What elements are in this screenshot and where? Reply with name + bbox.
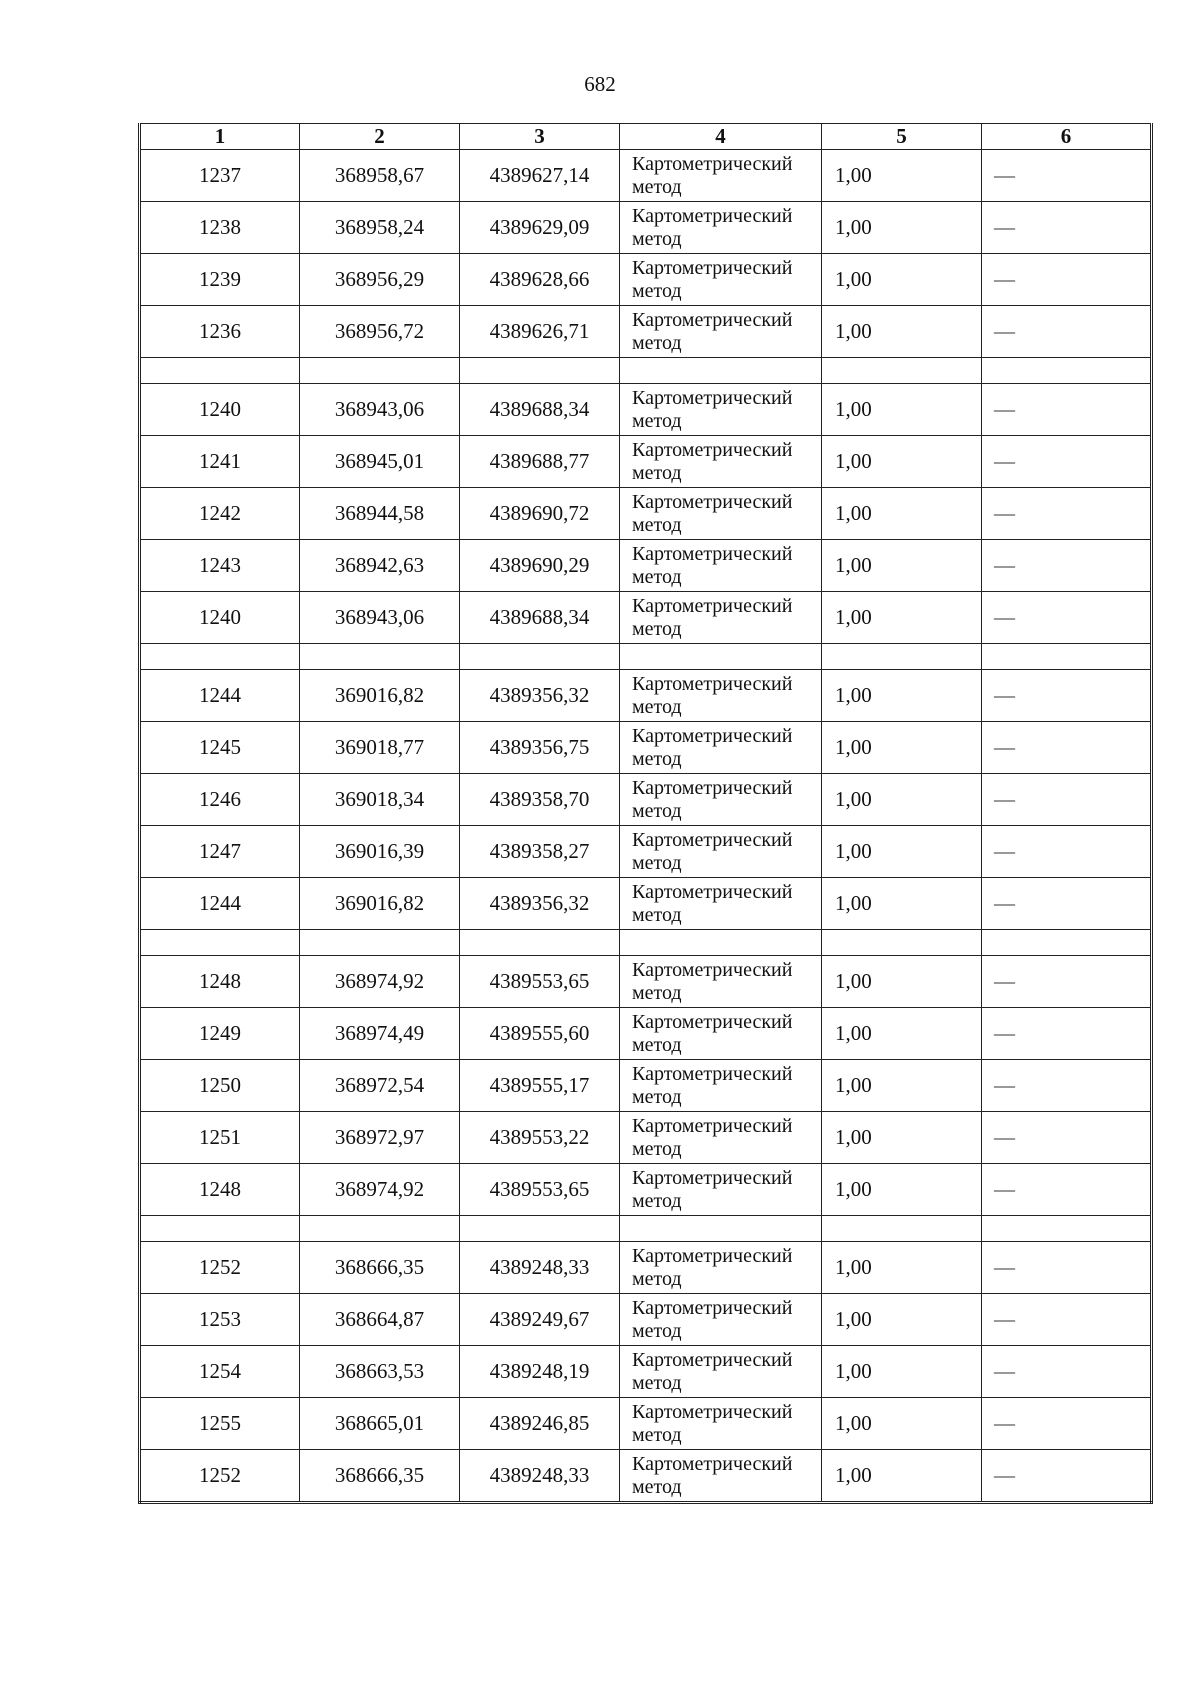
- point-number-cell: 1248: [140, 956, 300, 1008]
- table-row: [140, 1450, 1152, 1503]
- method-cell: [620, 1242, 822, 1294]
- method-cell: [620, 202, 822, 254]
- table-row: [140, 1294, 1152, 1346]
- x-coordinate-cell: 368942,63: [300, 540, 460, 592]
- table-row: [140, 150, 1152, 202]
- x-coordinate-cell: 369016,39: [300, 826, 460, 878]
- spacer-cell: [300, 358, 460, 384]
- spacer-cell: [982, 930, 1152, 956]
- y-coordinate-cell: 4389358,70: [460, 774, 620, 826]
- header-col-3: 3: [460, 124, 620, 150]
- method-line: метод: [632, 695, 682, 718]
- method-cell: [620, 150, 822, 202]
- point-number-cell: 1253: [140, 1294, 300, 1346]
- table-row: [140, 1060, 1152, 1112]
- precision-cell: 1,00: [822, 670, 982, 722]
- table-row: [140, 722, 1152, 774]
- precision-cell: 1,00: [822, 1398, 982, 1450]
- spacer-cell: [982, 358, 1152, 384]
- method-line: Картометрический: [632, 152, 793, 175]
- table-row: [140, 956, 1152, 1008]
- note-cell: —: [982, 540, 1152, 592]
- method-line: метод: [632, 1371, 682, 1394]
- precision-cell: 1,00: [822, 592, 982, 644]
- note-cell: —: [982, 956, 1152, 1008]
- point-number-cell: 1240: [140, 384, 300, 436]
- precision-cell: 1,00: [822, 826, 982, 878]
- x-coordinate-cell: 368974,49: [300, 1008, 460, 1060]
- x-coordinate-cell: 368943,06: [300, 592, 460, 644]
- method-line: метод: [632, 513, 682, 536]
- table-spacer-row: [140, 930, 1152, 956]
- precision-cell: 1,00: [822, 202, 982, 254]
- spacer-cell: [300, 930, 460, 956]
- x-coordinate-cell: 369016,82: [300, 670, 460, 722]
- spacer-cell: [300, 644, 460, 670]
- method-line: Картометрический: [632, 204, 793, 227]
- note-cell: —: [982, 306, 1152, 358]
- x-coordinate-cell: 368974,92: [300, 1164, 460, 1216]
- method-line: метод: [632, 1423, 682, 1446]
- point-number-cell: 1255: [140, 1398, 300, 1450]
- spacer-cell: [140, 1216, 300, 1242]
- point-number-cell: 1236: [140, 306, 300, 358]
- precision-cell: 1,00: [822, 1060, 982, 1112]
- precision-cell: 1,00: [822, 774, 982, 826]
- y-coordinate-cell: 4389249,67: [460, 1294, 620, 1346]
- table-row: [140, 306, 1152, 358]
- method-cell: [620, 384, 822, 436]
- note-cell: —: [982, 1164, 1152, 1216]
- spacer-cell: [620, 930, 822, 956]
- method-line: метод: [632, 799, 682, 822]
- y-coordinate-cell: 4389627,14: [460, 150, 620, 202]
- y-coordinate-cell: 4389555,17: [460, 1060, 620, 1112]
- table-row: [140, 540, 1152, 592]
- x-coordinate-cell: 368972,54: [300, 1060, 460, 1112]
- table-row: [140, 1398, 1152, 1450]
- spacer-cell: [982, 1216, 1152, 1242]
- method-cell: [620, 254, 822, 306]
- table-header-row: [140, 124, 1152, 150]
- method-line: Картометрический: [632, 1114, 793, 1137]
- method-cell: [620, 1060, 822, 1112]
- table-row: [140, 202, 1152, 254]
- method-line: Картометрический: [632, 386, 793, 409]
- method-line: Картометрический: [632, 490, 793, 513]
- table-row: [140, 488, 1152, 540]
- precision-cell: 1,00: [822, 1346, 982, 1398]
- method-line: Картометрический: [632, 1010, 793, 1033]
- note-cell: —: [982, 1242, 1152, 1294]
- x-coordinate-cell: 368956,72: [300, 306, 460, 358]
- precision-cell: 1,00: [822, 254, 982, 306]
- note-cell: —: [982, 150, 1152, 202]
- x-coordinate-cell: 368664,87: [300, 1294, 460, 1346]
- y-coordinate-cell: 4389553,65: [460, 1164, 620, 1216]
- method-line: Картометрический: [632, 438, 793, 461]
- note-cell: —: [982, 488, 1152, 540]
- point-number-cell: 1244: [140, 670, 300, 722]
- method-line: Картометрический: [632, 1348, 793, 1371]
- y-coordinate-cell: 4389553,22: [460, 1112, 620, 1164]
- y-coordinate-cell: 4389688,34: [460, 592, 620, 644]
- header-col-2: 2: [300, 124, 460, 150]
- table-row: [140, 1112, 1152, 1164]
- method-line: метод: [632, 981, 682, 1004]
- note-cell: —: [982, 1450, 1152, 1503]
- y-coordinate-cell: 4389628,66: [460, 254, 620, 306]
- x-coordinate-cell: 368972,97: [300, 1112, 460, 1164]
- spacer-cell: [460, 644, 620, 670]
- note-cell: —: [982, 436, 1152, 488]
- table-spacer-row: [140, 644, 1152, 670]
- note-cell: —: [982, 1346, 1152, 1398]
- x-coordinate-cell: 369018,34: [300, 774, 460, 826]
- precision-cell: 1,00: [822, 384, 982, 436]
- method-line: Картометрический: [632, 594, 793, 617]
- method-line: Картометрический: [632, 1452, 793, 1475]
- y-coordinate-cell: 4389553,65: [460, 956, 620, 1008]
- method-line: метод: [632, 617, 682, 640]
- method-line: метод: [632, 461, 682, 484]
- spacer-cell: [620, 644, 822, 670]
- method-line: Картометрический: [632, 308, 793, 331]
- method-cell: [620, 722, 822, 774]
- y-coordinate-cell: 4389356,32: [460, 878, 620, 930]
- table-row: [140, 384, 1152, 436]
- y-coordinate-cell: 4389356,32: [460, 670, 620, 722]
- point-number-cell: 1237: [140, 150, 300, 202]
- method-line: Картометрический: [632, 1062, 793, 1085]
- y-coordinate-cell: 4389688,34: [460, 384, 620, 436]
- spacer-cell: [620, 358, 822, 384]
- method-cell: [620, 436, 822, 488]
- table-row: [140, 1242, 1152, 1294]
- y-coordinate-cell: 4389555,60: [460, 1008, 620, 1060]
- precision-cell: 1,00: [822, 1164, 982, 1216]
- point-number-cell: 1246: [140, 774, 300, 826]
- table-row: [140, 254, 1152, 306]
- point-number-cell: 1250: [140, 1060, 300, 1112]
- point-number-cell: 1252: [140, 1450, 300, 1503]
- precision-cell: 1,00: [822, 1450, 982, 1503]
- x-coordinate-cell: 368974,92: [300, 956, 460, 1008]
- x-coordinate-cell: 368958,24: [300, 202, 460, 254]
- note-cell: —: [982, 1060, 1152, 1112]
- method-line: метод: [632, 1085, 682, 1108]
- note-cell: —: [982, 384, 1152, 436]
- method-cell: [620, 1164, 822, 1216]
- x-coordinate-cell: 368663,53: [300, 1346, 460, 1398]
- method-line: Картометрический: [632, 1400, 793, 1423]
- method-cell: [620, 1450, 822, 1503]
- precision-cell: 1,00: [822, 150, 982, 202]
- point-number-cell: 1248: [140, 1164, 300, 1216]
- precision-cell: 1,00: [822, 1008, 982, 1060]
- point-number-cell: 1249: [140, 1008, 300, 1060]
- spacer-cell: [822, 930, 982, 956]
- point-number-cell: 1252: [140, 1242, 300, 1294]
- y-coordinate-cell: 4389248,33: [460, 1450, 620, 1503]
- point-number-cell: 1238: [140, 202, 300, 254]
- point-number-cell: 1239: [140, 254, 300, 306]
- note-cell: —: [982, 878, 1152, 930]
- method-line: Картометрический: [632, 776, 793, 799]
- table-row: [140, 774, 1152, 826]
- table-row: [140, 1008, 1152, 1060]
- page-number: 682: [584, 72, 616, 96]
- method-line: метод: [632, 565, 682, 588]
- method-line: метод: [632, 331, 682, 354]
- point-number-cell: 1244: [140, 878, 300, 930]
- note-cell: —: [982, 202, 1152, 254]
- table-row: [140, 1346, 1152, 1398]
- point-number-cell: 1242: [140, 488, 300, 540]
- method-cell: [620, 826, 822, 878]
- method-line: метод: [632, 227, 682, 250]
- method-cell: [620, 1398, 822, 1450]
- header-col-4: 4: [620, 124, 822, 150]
- method-cell: [620, 878, 822, 930]
- method-line: Картометрический: [632, 1166, 793, 1189]
- precision-cell: 1,00: [822, 1112, 982, 1164]
- coordinates-table: [138, 123, 1153, 1504]
- method-line: метод: [632, 903, 682, 926]
- method-cell: [620, 956, 822, 1008]
- point-number-cell: 1240: [140, 592, 300, 644]
- precision-cell: 1,00: [822, 1294, 982, 1346]
- point-number-cell: 1241: [140, 436, 300, 488]
- y-coordinate-cell: 4389248,33: [460, 1242, 620, 1294]
- y-coordinate-cell: 4389358,27: [460, 826, 620, 878]
- header-col-1: 1: [140, 124, 300, 150]
- spacer-cell: [140, 644, 300, 670]
- y-coordinate-cell: 4389688,77: [460, 436, 620, 488]
- method-cell: [620, 592, 822, 644]
- method-line: метод: [632, 1475, 682, 1498]
- precision-cell: 1,00: [822, 878, 982, 930]
- x-coordinate-cell: 369018,77: [300, 722, 460, 774]
- table-row: [140, 670, 1152, 722]
- method-cell: [620, 306, 822, 358]
- method-line: Картометрический: [632, 958, 793, 981]
- method-line: метод: [632, 1033, 682, 1056]
- precision-cell: 1,00: [822, 488, 982, 540]
- precision-cell: 1,00: [822, 436, 982, 488]
- precision-cell: 1,00: [822, 956, 982, 1008]
- y-coordinate-cell: 4389626,71: [460, 306, 620, 358]
- method-line: Картометрический: [632, 542, 793, 565]
- table-row: [140, 436, 1152, 488]
- x-coordinate-cell: 368943,06: [300, 384, 460, 436]
- x-coordinate-cell: 368666,35: [300, 1450, 460, 1503]
- precision-cell: 1,00: [822, 722, 982, 774]
- header-col-6: 6: [982, 124, 1152, 150]
- table-row: [140, 1164, 1152, 1216]
- method-cell: [620, 774, 822, 826]
- spacer-cell: [300, 1216, 460, 1242]
- x-coordinate-cell: 368665,01: [300, 1398, 460, 1450]
- x-coordinate-cell: 368945,01: [300, 436, 460, 488]
- y-coordinate-cell: 4389629,09: [460, 202, 620, 254]
- point-number-cell: 1247: [140, 826, 300, 878]
- precision-cell: 1,00: [822, 1242, 982, 1294]
- table-body: [140, 150, 1152, 1503]
- spacer-cell: [822, 1216, 982, 1242]
- header-col-5: 5: [822, 124, 982, 150]
- table-row: [140, 592, 1152, 644]
- spacer-cell: [620, 1216, 822, 1242]
- method-cell: [620, 1294, 822, 1346]
- table-row: [140, 878, 1152, 930]
- method-line: Картометрический: [632, 256, 793, 279]
- method-cell: [620, 1346, 822, 1398]
- y-coordinate-cell: 4389356,75: [460, 722, 620, 774]
- x-coordinate-cell: 368666,35: [300, 1242, 460, 1294]
- method-line: метод: [632, 175, 682, 198]
- method-line: метод: [632, 747, 682, 770]
- method-line: Картометрический: [632, 1244, 793, 1267]
- note-cell: —: [982, 254, 1152, 306]
- method-line: метод: [632, 1267, 682, 1290]
- note-cell: —: [982, 722, 1152, 774]
- method-line: Картометрический: [632, 1296, 793, 1319]
- table-row: [140, 826, 1152, 878]
- note-cell: —: [982, 774, 1152, 826]
- precision-cell: 1,00: [822, 306, 982, 358]
- x-coordinate-cell: 368944,58: [300, 488, 460, 540]
- spacer-cell: [822, 358, 982, 384]
- y-coordinate-cell: 4389246,85: [460, 1398, 620, 1450]
- point-number-cell: 1243: [140, 540, 300, 592]
- precision-cell: 1,00: [822, 540, 982, 592]
- method-line: метод: [632, 1319, 682, 1342]
- method-line: метод: [632, 409, 682, 432]
- point-number-cell: 1251: [140, 1112, 300, 1164]
- method-line: метод: [632, 851, 682, 874]
- y-coordinate-cell: 4389248,19: [460, 1346, 620, 1398]
- spacer-cell: [822, 644, 982, 670]
- spacer-cell: [460, 358, 620, 384]
- spacer-cell: [140, 358, 300, 384]
- method-line: Картометрический: [632, 828, 793, 851]
- method-line: метод: [632, 1137, 682, 1160]
- note-cell: —: [982, 592, 1152, 644]
- note-cell: —: [982, 1112, 1152, 1164]
- x-coordinate-cell: 368956,29: [300, 254, 460, 306]
- y-coordinate-cell: 4389690,29: [460, 540, 620, 592]
- x-coordinate-cell: 369016,82: [300, 878, 460, 930]
- note-cell: —: [982, 1008, 1152, 1060]
- spacer-cell: [982, 644, 1152, 670]
- method-cell: [620, 1008, 822, 1060]
- method-cell: [620, 540, 822, 592]
- x-coordinate-cell: 368958,67: [300, 150, 460, 202]
- spacer-cell: [460, 930, 620, 956]
- note-cell: —: [982, 1294, 1152, 1346]
- y-coordinate-cell: 4389690,72: [460, 488, 620, 540]
- table-spacer-row: [140, 358, 1152, 384]
- note-cell: —: [982, 826, 1152, 878]
- point-number-cell: 1254: [140, 1346, 300, 1398]
- spacer-cell: [460, 1216, 620, 1242]
- method-line: Картометрический: [632, 880, 793, 903]
- method-cell: [620, 670, 822, 722]
- method-line: Картометрический: [632, 672, 793, 695]
- point-number-cell: 1245: [140, 722, 300, 774]
- method-line: метод: [632, 279, 682, 302]
- note-cell: —: [982, 670, 1152, 722]
- method-line: Картометрический: [632, 724, 793, 747]
- method-cell: [620, 1112, 822, 1164]
- note-cell: —: [982, 1398, 1152, 1450]
- method-line: метод: [632, 1189, 682, 1212]
- table-spacer-row: [140, 1216, 1152, 1242]
- method-cell: [620, 488, 822, 540]
- spacer-cell: [140, 930, 300, 956]
